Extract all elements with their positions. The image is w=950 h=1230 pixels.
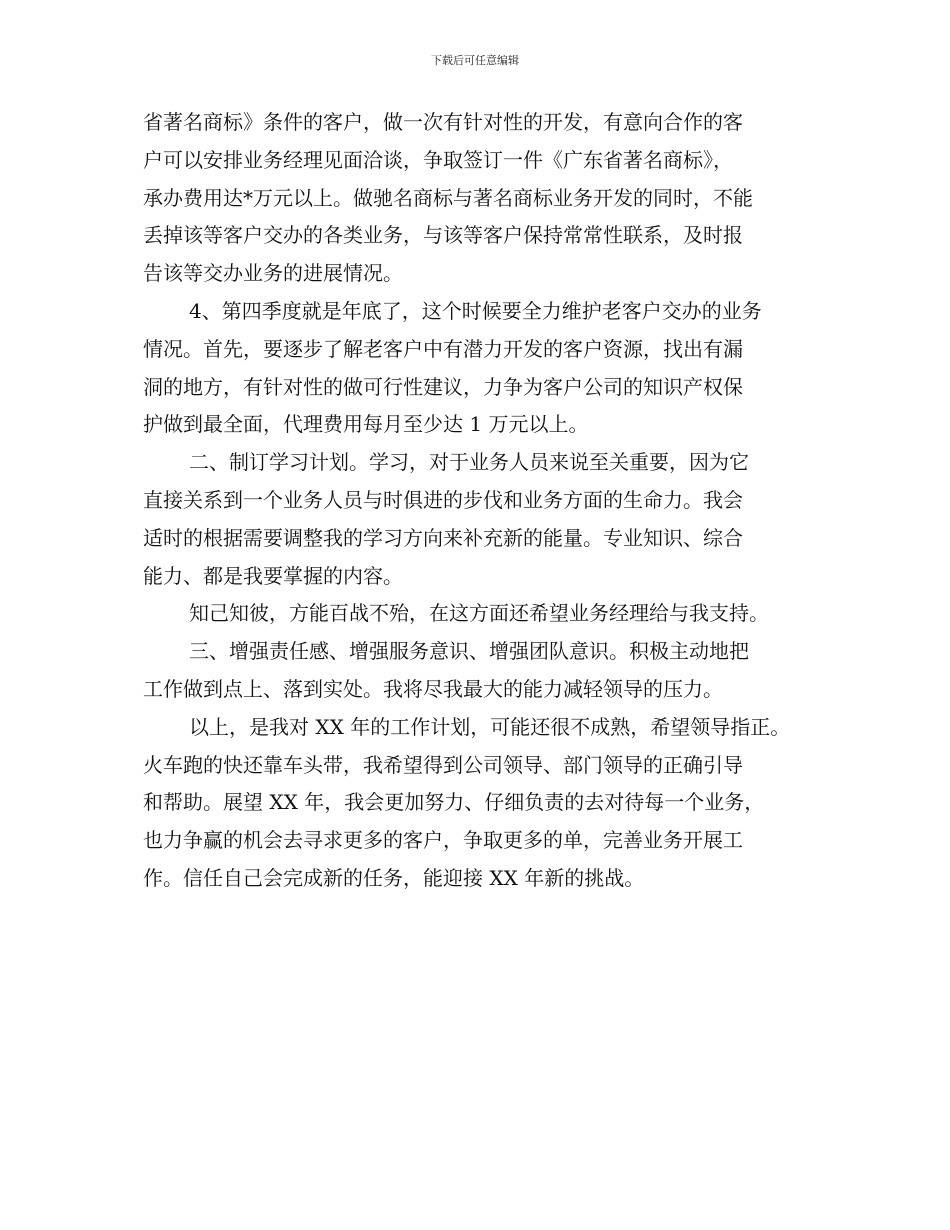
document-body bbox=[143, 104, 823, 898]
text-line: 承办费用达*万元以上。做驰名商标与著名商标业务开发的同时，不能 bbox=[143, 185, 753, 210]
text-line: 能力、都是我要掌握的内容。 bbox=[143, 563, 403, 588]
text-line: 和帮助。展望 XX 年，我会更加努力、仔细负责的去对待每一个业务， bbox=[143, 790, 765, 815]
text-line: 工作做到点上、落到实处。我将尽我最大的能力减轻领导的压力。 bbox=[143, 676, 723, 701]
text-line: 护做到最全面，代理费用每月至少达 1 万元以上。 bbox=[143, 412, 589, 437]
text-line: 省著名商标》条件的客户，做一次有针对性的开发，有意向合作的客 bbox=[143, 110, 743, 134]
text-line: 户可以安排业务经理见面洽谈，争取签订一件《广东省著名商标》， bbox=[143, 147, 733, 172]
text-line: 适时的根据需要调整我的学习方向来补充新的能量。专业知识、综合 bbox=[143, 525, 743, 550]
text-line: 火车跑的快还靠车头带，我希望得到公司领导、部门领导的正确引导 bbox=[143, 752, 743, 777]
text-line: 三、增强责任感、增强服务意识、增强团队意识。积极主动地把 bbox=[189, 639, 749, 664]
text-line: 告该等交办业务的进展情况。 bbox=[143, 261, 403, 286]
text-line: 洞的地方，有针对性的做可行性建议，力争为客户公司的知识产权保 bbox=[143, 374, 743, 399]
text-line: 情况。首先，要逐步了解老客户中有潜力开发的客户资源，找出有漏 bbox=[143, 336, 743, 361]
text-line: 二、制订学习计划。学习，对于业务人员来说至关重要，因为它 bbox=[189, 450, 749, 475]
text-line: 4、第四季度就是年底了，这个时候要全力维护老客户交办的业务 bbox=[189, 298, 762, 323]
text-line: 丢掉该等客户交办的各类业务，与该等客户保持常常性联系，及时报 bbox=[143, 223, 743, 248]
text-line: 也力争赢的机会去寻求更多的客户，争取更多的单，完善业务开展工 bbox=[143, 828, 743, 853]
text-line: 直接关系到一个业务人员与时俱进的步伐和业务方面的生命力。我会 bbox=[143, 487, 743, 512]
text-line: 作。信任自己会完成新的任务，能迎接 XX 年新的挑战。 bbox=[143, 865, 645, 890]
text-line: 以上，是我对 XX 年的工作计划，可能还很不成熟，希望领导指正。 bbox=[189, 714, 791, 739]
text-line: 知己知彼，方能百战不殆，在这方面还希望业务经理给与我支持。 bbox=[189, 601, 769, 626]
page-header: 下载后可任意编辑 bbox=[431, 54, 519, 67]
